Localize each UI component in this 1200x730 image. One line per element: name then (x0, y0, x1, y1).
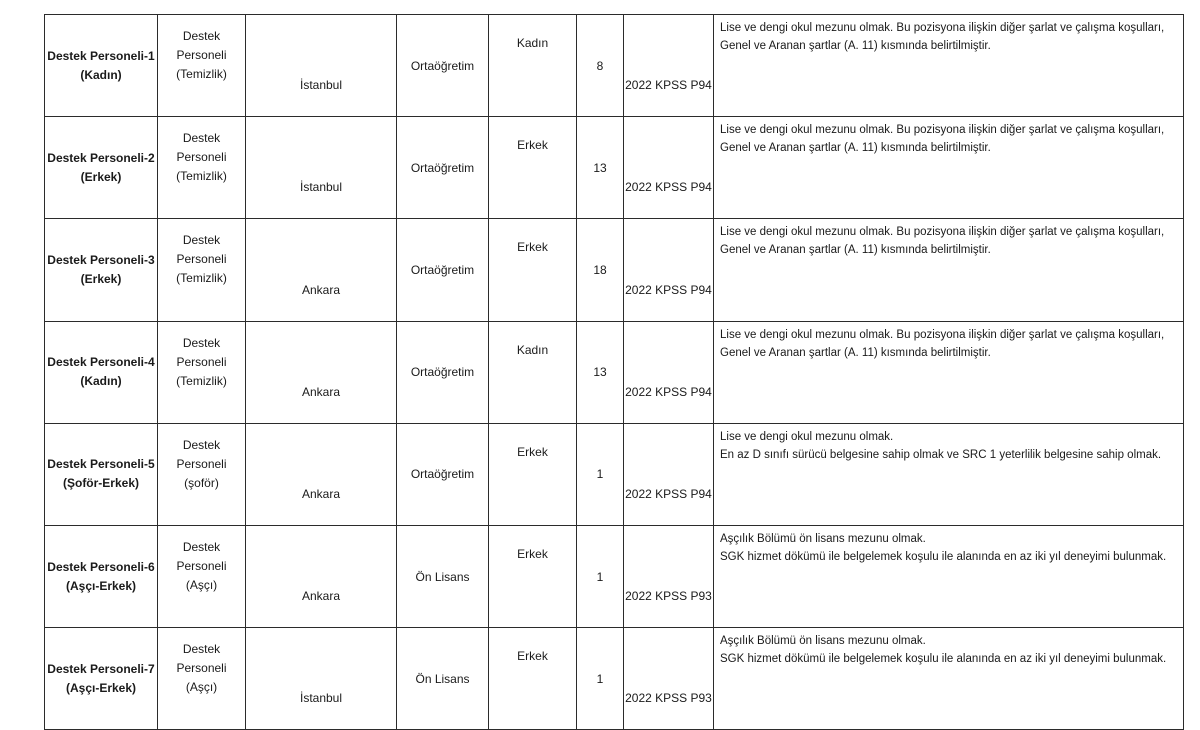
position-unit-line: (Aşçı) (185, 577, 218, 592)
position-unit-line: Personeli (176, 48, 227, 62)
position-title-cell (45, 219, 158, 321)
quota-count-cell: 1 (577, 628, 624, 730)
position-unit-cell (158, 423, 246, 525)
gender-cell: Erkek (489, 423, 577, 525)
requirements-cell (714, 525, 1184, 627)
position-title-cell (45, 15, 158, 117)
requirements-cell (714, 628, 1184, 730)
requirement-line: Genel ve Aranan şartlar (A. 11) kısmında belirtilmiştir. (720, 346, 991, 359)
position-unit-line: Destek (182, 335, 221, 350)
requirement-line: Genel ve Aranan şartlar (A. 11) kısmında belirtilmiştir. (720, 40, 991, 52)
requirement-line: SGK hizmet dökümü ile belgelemek koşulu ile alanında en az iki yıl deneyimi bulunmak. (720, 550, 1167, 563)
position-title-cell (45, 117, 158, 219)
positions-table (44, 14, 1184, 730)
requirement-line: Lise ve dengi okul mezunu olmak. Bu pozisyona ilişkin diğer şarlat ve çalışma koşulları, (720, 22, 1165, 34)
position-title-line: Destek Personeli-1 (47, 48, 155, 63)
requirement-line: Genel ve Aranan şartlar (A. 11) kısmında belirtilmiştir. (720, 244, 991, 257)
kpss-score-type-cell: 2022 KPSS P94 (624, 423, 714, 525)
requirement-line: Lise ve dengi okul mezunu olmak. Bu pozisyona ilişkin diğer şarlat ve çalışma koşulları, (720, 226, 1165, 239)
city-cell: Ankara (246, 525, 397, 627)
table-row (45, 117, 1184, 219)
position-title-cell (45, 525, 158, 627)
position-unit-line: Personeli (176, 150, 227, 165)
gender-cell: Erkek (489, 117, 577, 219)
position-title-line: Destek Personeli-3 (47, 252, 155, 267)
position-unit-line: Destek (182, 539, 221, 554)
position-title-line: Destek Personeli-6 (47, 559, 155, 574)
kpss-score-type-cell: 2022 KPSS P93 (624, 525, 714, 627)
education-cell: Ortaöğretim (397, 117, 489, 219)
position-unit-line: Destek (182, 29, 221, 43)
table-row (45, 15, 1184, 117)
quota-count-cell: 13 (577, 321, 624, 423)
table-row (45, 423, 1184, 525)
kpss-score-type-cell: 2022 KPSS P94 (624, 321, 714, 423)
position-title-line: Destek Personeli-2 (47, 150, 155, 165)
position-unit-line: Destek (182, 233, 221, 248)
position-unit-cell (158, 525, 246, 627)
position-title-line: (Erkek) (80, 271, 122, 286)
education-cell: Ortaöğretim (397, 423, 489, 525)
positions-table-body (45, 15, 1184, 730)
position-unit-line: (Temizlik) (176, 373, 227, 388)
position-unit-line: Personeli (176, 661, 227, 676)
position-unit-line: Destek (182, 131, 221, 146)
position-title-line: Destek Personeli-4 (47, 355, 155, 370)
position-unit-line: (Temizlik) (176, 67, 227, 81)
table-row (45, 628, 1184, 730)
requirements-cell (714, 423, 1184, 525)
position-title-line: (Kadın) (80, 374, 122, 389)
education-cell: Ortaöğretim (397, 219, 489, 321)
table-row (45, 321, 1184, 423)
position-title-line: (Aşçı-Erkek) (65, 680, 137, 695)
position-unit-cell (158, 15, 246, 117)
requirement-line: Lise ve dengi okul mezunu olmak. Bu pozisyona ilişkin diğer şarlat ve çalışma koşulları, (720, 328, 1165, 341)
quota-count-cell: 13 (577, 117, 624, 219)
position-title-line: Destek Personeli-5 (47, 457, 155, 472)
requirements-cell (714, 321, 1184, 423)
city-cell: Ankara (246, 321, 397, 423)
kpss-score-type-cell: 2022 KPSS P94 (624, 15, 714, 117)
position-unit-line: (Temizlik) (176, 271, 227, 286)
gender-cell: Erkek (489, 525, 577, 627)
position-unit-line: Destek (182, 642, 221, 657)
education-cell: Ön Lisans (397, 628, 489, 730)
city-cell: İstanbul (246, 117, 397, 219)
position-unit-cell (158, 117, 246, 219)
requirement-line: SGK hizmet dökümü ile belgelemek koşulu ile alanında en az iki yıl deneyimi bulunmak. (720, 653, 1167, 666)
education-cell: Ortaöğretim (397, 321, 489, 423)
requirements-cell (714, 15, 1184, 117)
requirement-line: Lise ve dengi okul mezunu olmak. Bu pozisyona ilişkin diğer şarlat ve çalışma koşulları, (720, 124, 1165, 137)
position-unit-line: (Temizlik) (176, 169, 227, 184)
education-cell: Ortaöğretim (397, 15, 489, 117)
requirement-line: Aşçılık Bölümü ön lisans mezunu olmak. (720, 532, 926, 545)
education-cell: Ön Lisans (397, 525, 489, 627)
position-title-line: Destek Personeli-7 (47, 661, 155, 676)
position-unit-line: Destek (182, 437, 221, 452)
requirement-line: Lise ve dengi okul mezunu olmak. (720, 430, 894, 443)
kpss-score-type-cell: 2022 KPSS P94 (624, 117, 714, 219)
position-title-line: (Şoför-Erkek) (62, 476, 139, 491)
position-title-line: (Kadın) (80, 67, 122, 82)
kpss-score-type-cell: 2022 KPSS P93 (624, 628, 714, 730)
position-unit-line: Personeli (176, 558, 227, 573)
quota-count-cell: 8 (577, 15, 624, 117)
city-cell: İstanbul (246, 628, 397, 730)
requirements-cell (714, 117, 1184, 219)
position-unit-line: Personeli (176, 456, 227, 471)
kpss-score-type-cell: 2022 KPSS P94 (624, 219, 714, 321)
position-title-cell (45, 321, 158, 423)
position-unit-cell (158, 321, 246, 423)
gender-cell: Erkek (489, 628, 577, 730)
requirement-line: Aşçılık Bölümü ön lisans mezunu olmak. (720, 635, 926, 648)
gender-cell: Erkek (489, 219, 577, 321)
position-unit-line: (Aşçı) (185, 680, 218, 695)
position-unit-cell (158, 628, 246, 730)
quota-count-cell: 1 (577, 423, 624, 525)
city-cell: Ankara (246, 219, 397, 321)
table-row (45, 525, 1184, 627)
position-title-cell (45, 628, 158, 730)
city-cell: İstanbul (246, 15, 397, 117)
position-title-line: (Erkek) (80, 169, 122, 184)
position-title-cell (45, 423, 158, 525)
position-unit-cell (158, 219, 246, 321)
position-unit-line: Personeli (176, 252, 227, 267)
city-cell: Ankara (246, 423, 397, 525)
table-row (45, 219, 1184, 321)
gender-cell: Kadın (489, 15, 577, 117)
requirements-cell (714, 219, 1184, 321)
position-unit-line: Personeli (176, 354, 227, 369)
requirement-line: En az D sınıfı sürücü belgesine sahip olmak ve SRC 1 yeterlilik belgesine sahip olmak. (720, 448, 1162, 461)
gender-cell: Kadın (489, 321, 577, 423)
position-title-line: (Aşçı-Erkek) (65, 578, 137, 593)
requirement-line: Genel ve Aranan şartlar (A. 11) kısmında belirtilmiştir. (720, 142, 991, 155)
quota-count-cell: 18 (577, 219, 624, 321)
position-unit-line: (şoför) (184, 475, 219, 490)
quota-count-cell: 1 (577, 525, 624, 627)
positions-table-container (44, 14, 1183, 730)
